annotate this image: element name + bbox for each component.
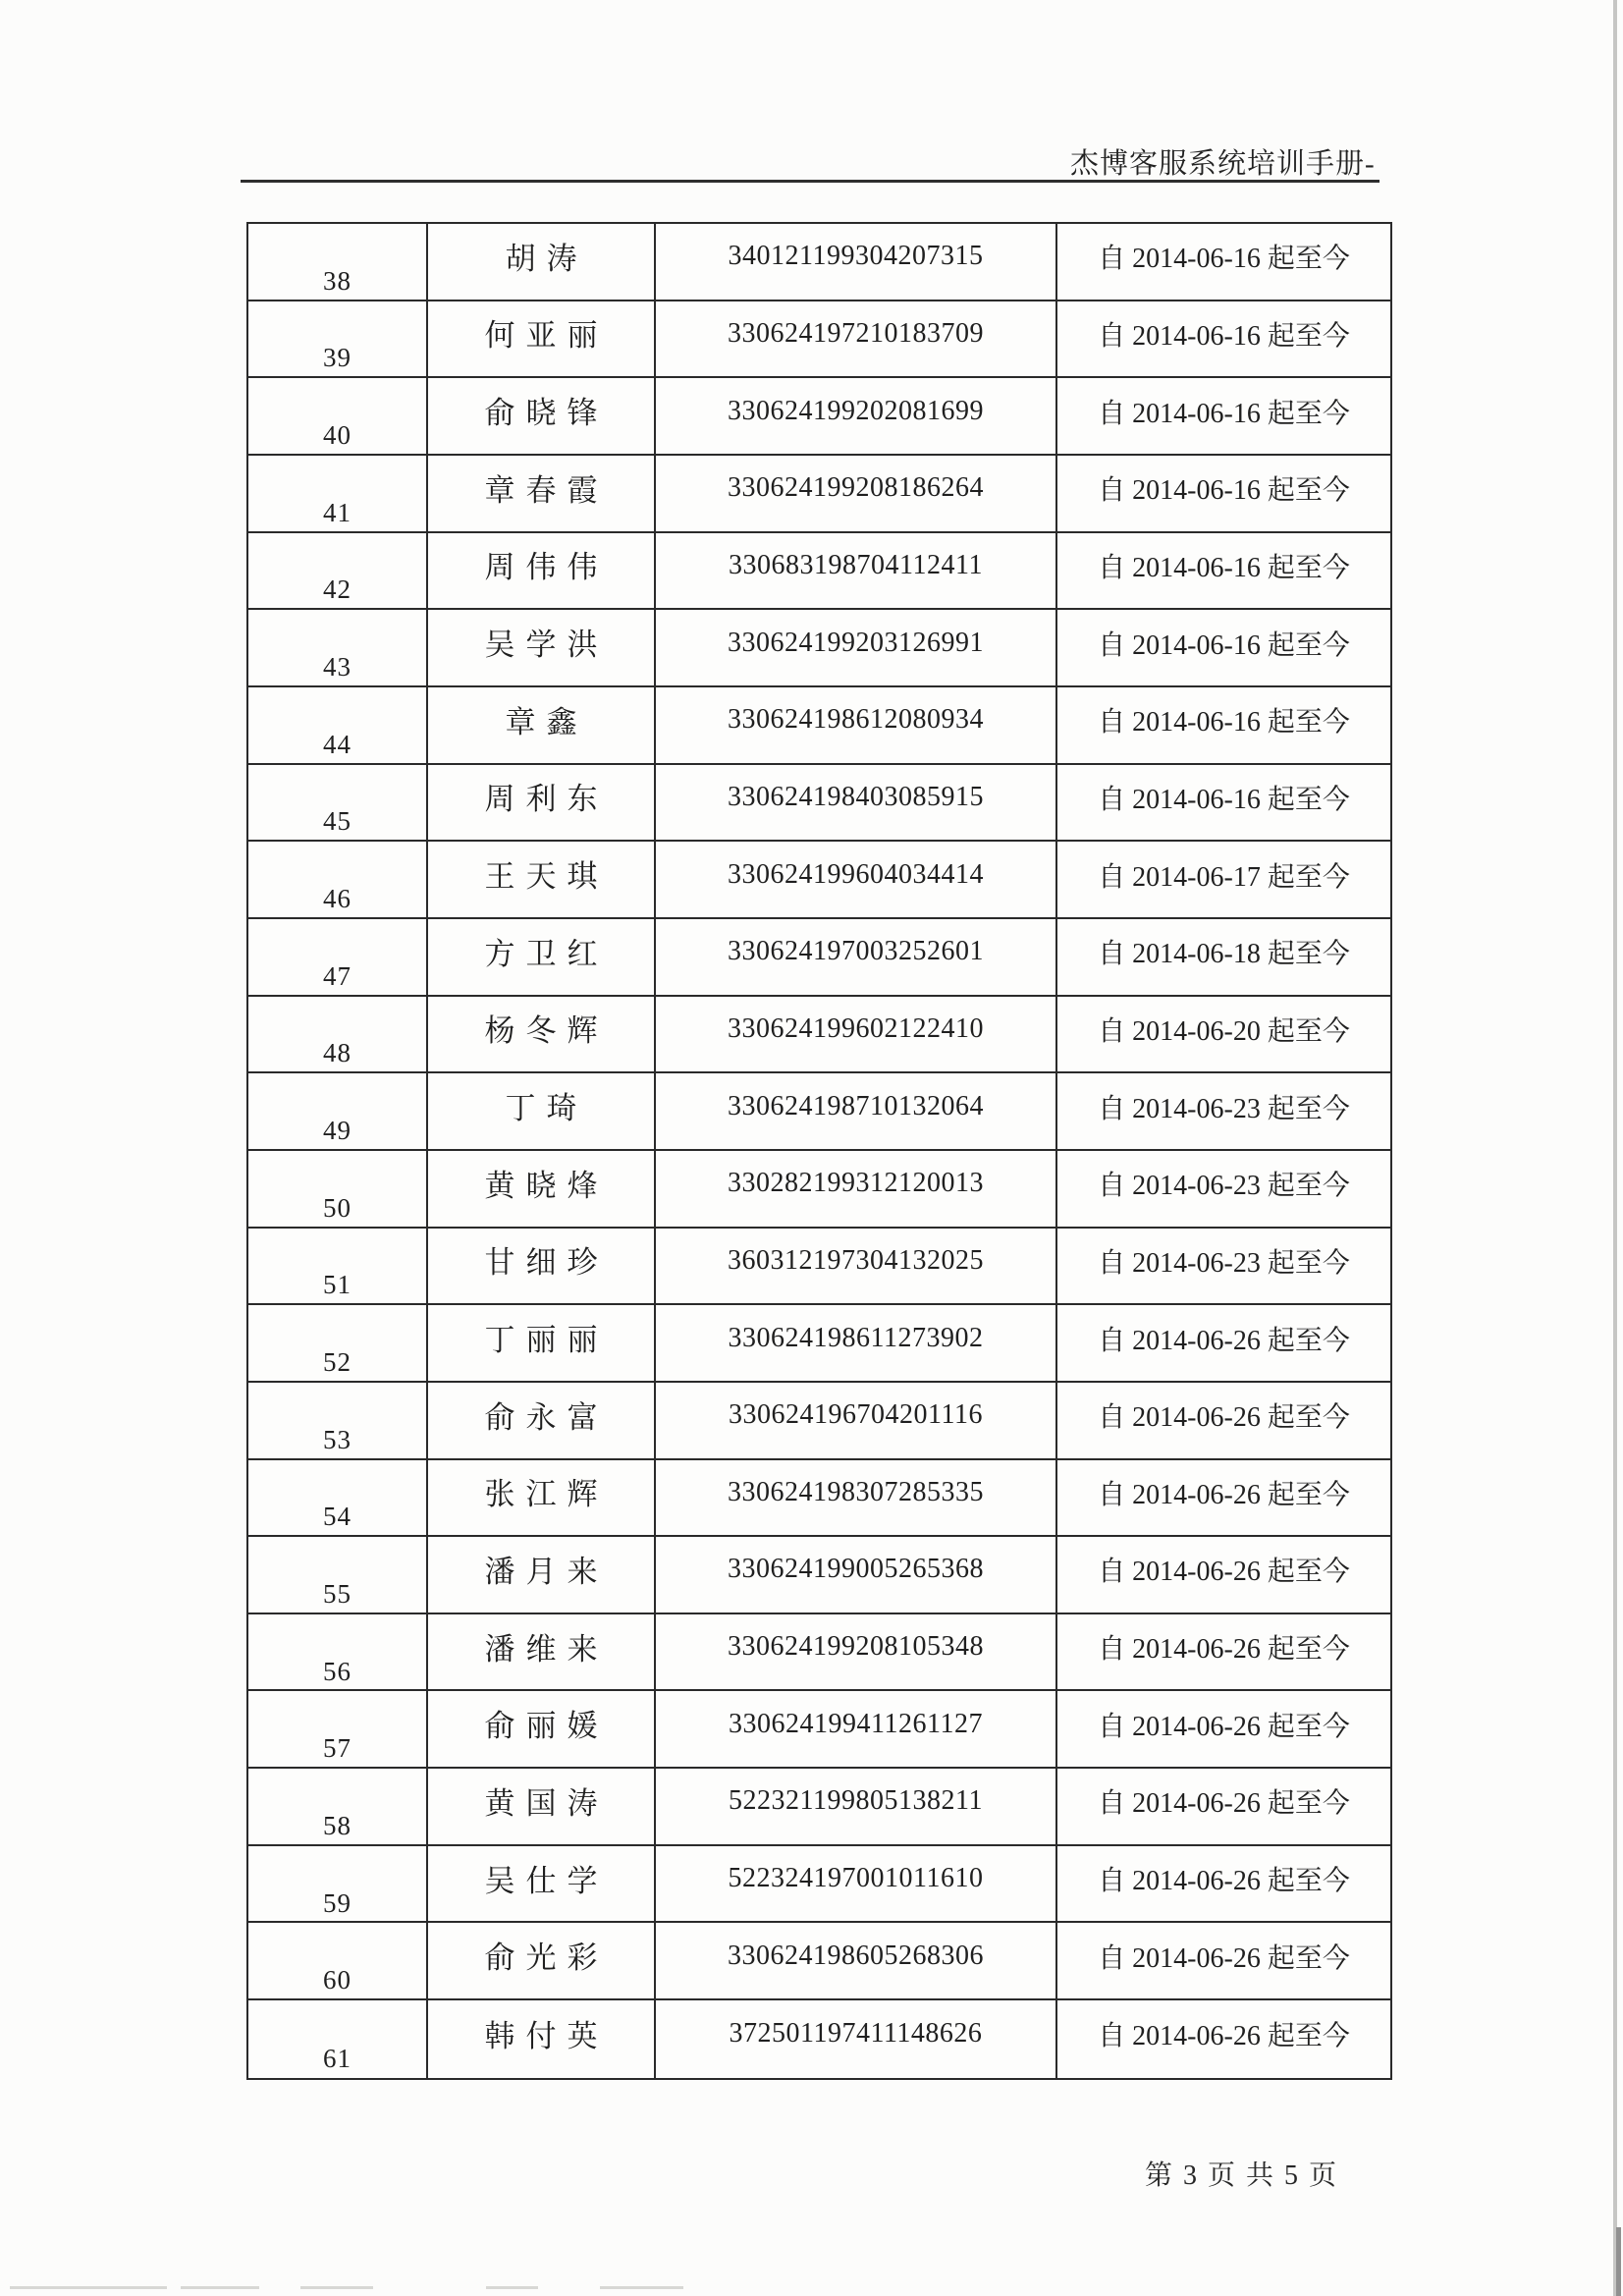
employment-period: 自 2014-06-26 起至今 [1098,1788,1350,1820]
row-number: 58 [248,1769,428,1844]
employment-period: 自 2014-06-16 起至今 [1098,320,1350,352]
header-rule [241,180,1380,183]
scan-smudge-artifact [486,2286,538,2289]
person-name: 俞晓锋 [428,378,656,454]
header-title: 杰博客服系统培训手册- [1070,148,1376,180]
person-name: 何亚丽 [428,301,656,377]
row-number: 54 [248,1460,428,1536]
scan-smudge-artifact [600,2286,683,2289]
table-row [248,1305,1390,1383]
person-name: 韩付英 [428,2000,656,2078]
person-name: 俞光彩 [428,1923,656,1998]
table-row [248,1769,1390,1846]
table-row [248,224,1390,301]
id-number: 330624196704201116 [656,1383,1057,1458]
row-number: 49 [248,1073,428,1149]
scan-smudge-artifact [300,2286,373,2289]
person-name: 潘月来 [428,1537,656,1613]
id-number: 330624198403085915 [656,765,1057,841]
employment-period: 自 2014-06-26 起至今 [1098,1634,1350,1666]
id-number: 330624199604034414 [656,842,1057,917]
person-name: 吴学洪 [428,610,656,685]
table-row [248,1073,1390,1151]
person-name: 王天琪 [428,842,656,917]
id-number: 372501197411148626 [656,2000,1057,2078]
employment-period: 自 2014-06-26 起至今 [1098,1479,1350,1510]
employment-period: 自 2014-06-26 起至今 [1098,1557,1350,1588]
employment-period: 自 2014-06-26 起至今 [1098,1942,1350,1974]
id-number: 330624199411261127 [656,1691,1057,1767]
page-number-footer: 第 3 页 共 5 页 [1145,2160,1339,2191]
id-number: 330683198704112411 [656,533,1057,609]
row-number: 41 [248,456,428,531]
id-number: 330624199005265368 [656,1537,1057,1613]
id-number: 330624197210183709 [656,301,1057,377]
employment-period: 自 2014-06-16 起至今 [1098,629,1350,661]
row-number: 43 [248,610,428,685]
employment-period: 自 2014-06-26 起至今 [1098,1402,1350,1434]
id-number: 330624198612080934 [656,687,1057,763]
person-name: 甘细珍 [428,1229,656,1304]
employment-period: 自 2014-06-16 起至今 [1098,784,1350,815]
row-number: 53 [248,1383,428,1458]
row-number: 57 [248,1691,428,1767]
scan-edge-artifact [1613,0,1617,2296]
table-row [248,1537,1390,1614]
row-number: 56 [248,1614,428,1690]
id-number: 330624198611273902 [656,1305,1057,1381]
row-number: 51 [248,1229,428,1304]
row-number: 38 [248,224,428,300]
person-name: 黄晓烽 [428,1151,656,1227]
employment-period: 自 2014-06-23 起至今 [1098,1093,1350,1124]
id-number: 330624199203126991 [656,610,1057,685]
row-number: 48 [248,997,428,1072]
person-name: 方卫红 [428,919,656,995]
table-row [248,456,1390,533]
person-name: 丁琦 [428,1073,656,1149]
table-row [248,1923,1390,2000]
person-name: 黄国涛 [428,1769,656,1844]
person-name: 俞丽媛 [428,1691,656,1767]
person-name: 胡涛 [428,224,656,300]
id-number: 522324197001011610 [656,1846,1057,1922]
id-number: 522321199805138211 [656,1769,1057,1844]
id-number: 330624199208105348 [656,1614,1057,1690]
person-name: 周利东 [428,765,656,841]
row-number: 50 [248,1151,428,1227]
employment-period: 自 2014-06-16 起至今 [1098,475,1350,507]
id-number: 330624199208186264 [656,456,1057,531]
employment-period: 自 2014-06-16 起至今 [1098,552,1350,583]
table-row [248,842,1390,919]
id-number: 330624199202081699 [656,378,1057,454]
table-row [248,1846,1390,1924]
table-row [248,1383,1390,1460]
id-number: 360312197304132025 [656,1229,1057,1304]
table-row [248,1691,1390,1769]
person-name: 吴仕学 [428,1846,656,1922]
table-row [248,687,1390,765]
person-name: 俞永富 [428,1383,656,1458]
person-name: 章鑫 [428,687,656,763]
id-number: 330624198710132064 [656,1073,1057,1149]
row-number: 59 [248,1846,428,1922]
table-row [248,1151,1390,1229]
person-name: 潘维来 [428,1614,656,1690]
person-name: 周伟伟 [428,533,656,609]
id-number: 330624198307285335 [656,1460,1057,1536]
id-number: 340121199304207315 [656,224,1057,300]
table-row [248,610,1390,687]
row-number: 42 [248,533,428,609]
id-number: 330282199312120013 [656,1151,1057,1227]
table-row [248,1229,1390,1306]
row-number: 44 [248,687,428,763]
row-number: 45 [248,765,428,841]
scan-smudge-artifact [181,2286,259,2289]
row-number: 55 [248,1537,428,1613]
employment-period: 自 2014-06-23 起至今 [1098,1171,1350,1202]
row-number: 60 [248,1923,428,1998]
employment-period: 自 2014-06-17 起至今 [1098,861,1350,893]
employment-period: 自 2014-06-26 起至今 [1098,1711,1350,1742]
person-name: 丁丽丽 [428,1305,656,1381]
table-row [248,2000,1390,2078]
person-name: 张江辉 [428,1460,656,1536]
employment-period: 自 2014-06-26 起至今 [1098,1325,1350,1356]
table-row [248,301,1390,379]
table-row [248,1460,1390,1538]
employment-period: 自 2014-06-18 起至今 [1098,939,1350,970]
row-number: 40 [248,378,428,454]
scan-edge-artifact [1616,2227,1621,2296]
row-number: 39 [248,301,428,377]
employment-period: 自 2014-06-23 起至今 [1098,1247,1350,1279]
employment-period: 自 2014-06-26 起至今 [1098,2021,1350,2052]
table-row [248,1614,1390,1692]
employment-period: 自 2014-06-26 起至今 [1098,1866,1350,1897]
table-row [248,533,1390,611]
row-number: 47 [248,919,428,995]
employment-period: 自 2014-06-16 起至今 [1098,398,1350,429]
row-number: 52 [248,1305,428,1381]
employment-period: 自 2014-06-16 起至今 [1098,707,1350,738]
person-name: 杨冬辉 [428,997,656,1072]
row-number: 61 [248,2000,428,2078]
id-number: 330624198605268306 [656,1923,1057,1998]
table-row [248,997,1390,1074]
person-name: 章春霞 [428,456,656,531]
table-row [248,919,1390,997]
id-number: 330624199602122410 [656,997,1057,1072]
table-row [248,765,1390,843]
roster-table [246,222,1392,2080]
id-number: 330624197003252601 [656,919,1057,995]
employment-period: 自 2014-06-20 起至今 [1098,1015,1350,1047]
table-row [248,378,1390,456]
employment-period: 自 2014-06-16 起至今 [1098,244,1350,275]
row-number: 46 [248,842,428,917]
scan-smudge-artifact [10,2286,167,2289]
